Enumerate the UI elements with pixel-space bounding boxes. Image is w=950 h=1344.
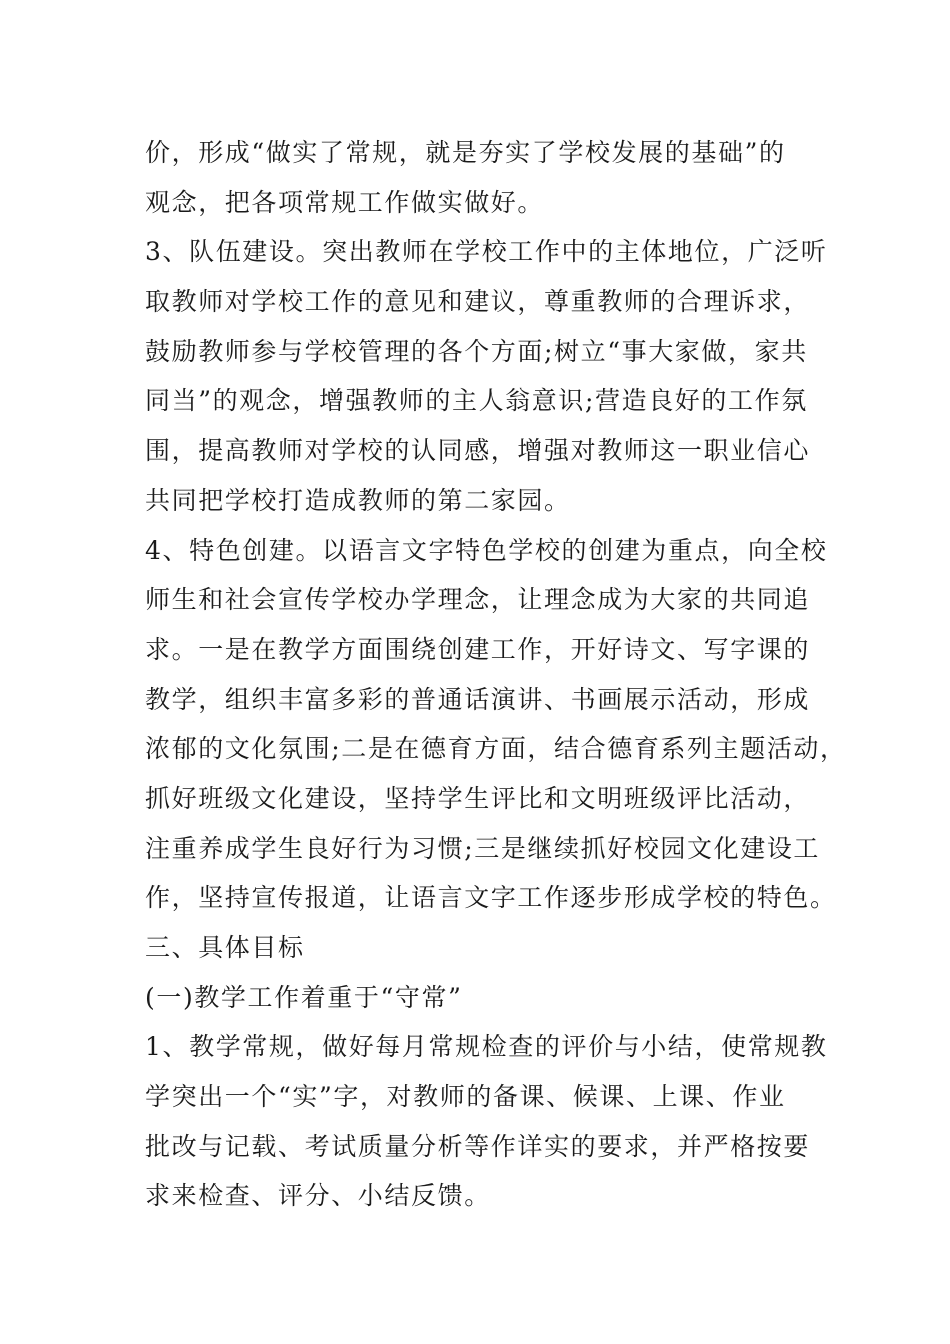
text-line: 取教师对学校工作的意见和建议，尊重教师的合理诉求， [145,287,811,317]
text-line: 教学，组织丰富多彩的普通话演讲、书画展示活动，形成 [145,684,811,714]
text-line: 求。一是在教学方面围绕创建工作，开好诗文、写字课的 [145,634,811,664]
text-line: 师生和社会宣传学校办学理念，让理念成为大家的共同追 [145,585,811,615]
text-line: 作，坚持宣传报道，让语言文字工作逐步形成学校的特色。 [145,883,837,913]
text-line: 浓郁的文化氛围;二是在德育方面，结合德育系列主题活动， [145,734,847,764]
text-line: 鼓励教师参与学校管理的各个方面;树立“事大家做，家共 [145,336,808,366]
text-line: 求来检查、评分、小结反馈。 [145,1181,491,1211]
text-line: 观念，把各项常规工作做实做好。 [145,187,545,217]
section-heading: 三、具体目标 [145,933,305,962]
text-line: 围，提高教师对学校的认同感，增强对教师这一职业信心 [145,436,811,466]
subsection-heading: (一)教学工作着重于“守常” [145,982,463,1012]
document-body [145,128,845,1221]
text-line: 抓好班级文化建设，坚持学生评比和文明班级评比活动， [145,783,811,813]
text-line: 学突出一个“实”字，对教师的备课、候课、上课、作业 [145,1082,786,1112]
text-line: 1、教学常规，做好每月常规检查的评价与小结，使常规教 [145,1032,828,1062]
text-line: 批改与记载、考试质量分析等作详实的要求，并严格按要 [145,1131,811,1161]
text-line: 注重养成学生良好行为习惯;三是继续抓好校园文化建设工 [145,833,821,863]
text-line: 4、特色创建。以语言文字特色学校的创建为重点，向全校 [145,535,828,565]
text-line: 价，形成“做实了常规，就是夯实了学校发展的基础”的 [145,138,786,167]
text-line: 共同把学校打造成教师的第二家园。 [145,485,571,515]
text-line: 3、队伍建设。突出教师在学校工作中的主体地位，广泛听 [145,237,828,267]
text-line: 同当”的观念，增强教师的主人翁意识;营造良好的工作氛 [145,386,808,416]
